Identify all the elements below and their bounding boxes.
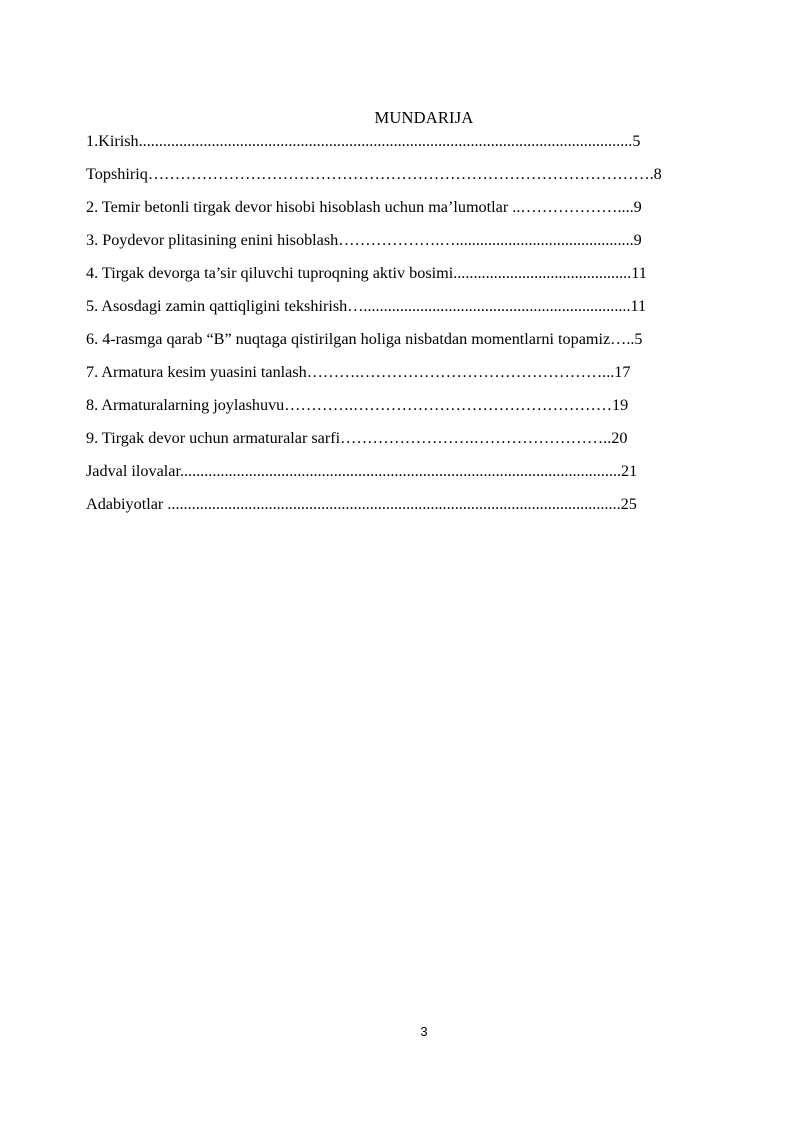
- toc-entry-text: Topshiriq………………………………………………………………………………….8: [86, 165, 662, 183]
- toc-entry-text: 2. Temir betonli tirgak devor hisobi hisoblash uchun ma’lumotlar ..………………....9: [86, 198, 642, 216]
- toc-entry: [86, 196, 746, 218]
- toc-entry-text: 4. Tirgak devorga ta’sir qiluvchi tuproqning aktiv bosimi............................................11: [86, 264, 647, 282]
- toc-entry: [86, 130, 746, 152]
- toc-entry: [86, 229, 746, 251]
- toc-entry-text: 6. 4-rasmga qarab “B” nuqtaga qistirilgan holiga nisbatdan momentlarni topamiz…..5: [86, 330, 643, 348]
- toc-entry-text: Jadval ilovalar.............................................................................................................21: [86, 462, 638, 480]
- toc-entry: [86, 361, 746, 383]
- toc-title: MUNDARIJA: [374, 108, 474, 127]
- toc-entry-text: 5. Asosdagi zamin qattiqligini tekshirish…..................................................................11: [86, 297, 647, 315]
- toc-entry: [86, 163, 746, 185]
- toc-entry: [86, 493, 746, 515]
- toc-entry: [86, 460, 746, 482]
- table-of-contents: [86, 130, 746, 526]
- toc-entry-text: 9. Tirgak devor uchun armaturalar sarfi…………………….……………………..20: [86, 429, 628, 447]
- toc-entry-text: 8. Armaturalarning joylashuvu………….…………………………………………19: [86, 396, 629, 414]
- toc-entry: [86, 394, 746, 416]
- toc-entry-text: 7. Armatura kesim yuasini tanlash……….………………………………………...17: [86, 363, 631, 381]
- toc-entry: [86, 328, 746, 350]
- toc-entry: [86, 262, 746, 284]
- toc-entry-text: 3. Poydevor plitasining enini hisoblash……………….…............................................9: [86, 231, 642, 249]
- toc-entry: [86, 295, 746, 317]
- page-number: 3: [420, 1024, 428, 1039]
- toc-entry-text: Adabiyotlar ................................................................................................................25: [86, 495, 637, 513]
- toc-entry: [86, 427, 746, 449]
- toc-entry-text: 1.Kirish..........................................................................................................................5: [86, 132, 641, 150]
